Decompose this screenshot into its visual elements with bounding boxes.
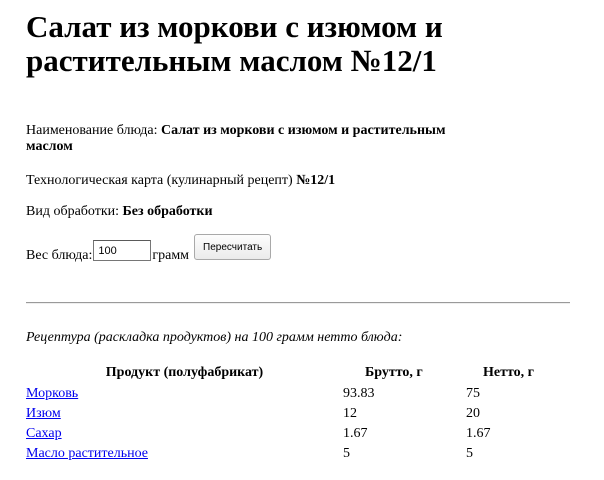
- table-row: [26, 404, 572, 424]
- recalculate-button[interactable]: Пересчитать: [194, 234, 271, 260]
- tech-card-line: [26, 173, 335, 189]
- recipe-caption: Рецептура (раскладка продуктов) на 100 грамм нетто блюда:: [26, 330, 403, 345]
- weight-label: Вес блюда:: [26, 248, 93, 263]
- divider: [26, 302, 570, 304]
- tech-card-label: Технологическая карта (кулинарный рецепт): [26, 173, 293, 188]
- processing-line: [26, 204, 213, 220]
- product-link-raisins[interactable]: Изюм: [26, 406, 61, 421]
- cell-brutto: 12: [343, 406, 357, 421]
- dish-name-label: Наименование блюда:: [26, 123, 158, 138]
- product-link-sugar[interactable]: Сахар: [26, 426, 62, 441]
- cell-netto: 20: [466, 406, 480, 421]
- table-header-row: [26, 362, 572, 384]
- cell-netto: 1.67: [466, 426, 491, 441]
- product-link-vegetable-oil[interactable]: Масло растительное: [26, 446, 148, 461]
- dish-name-line: [26, 123, 466, 155]
- header-netto: Нетто, г: [483, 365, 535, 380]
- table-row: [26, 384, 572, 404]
- products-table: [26, 362, 572, 464]
- weight-unit: грамм: [152, 248, 190, 263]
- table-row: [26, 444, 572, 464]
- cell-netto: 75: [466, 386, 480, 401]
- cell-brutto: 93.83: [343, 386, 375, 401]
- header-product: Продукт (полуфабрикат): [105, 365, 264, 380]
- header-brutto: Брутто, г: [365, 365, 423, 380]
- product-link-carrot[interactable]: Морковь: [26, 386, 79, 401]
- cell-brutto: 1.67: [343, 426, 368, 441]
- weight-input[interactable]: [93, 240, 151, 261]
- cell-netto: 5: [466, 446, 473, 461]
- page-title: Салат из моркови с изюмом и растительным маслом №12/1: [26, 9, 443, 78]
- cell-brutto: 5: [343, 446, 350, 461]
- table-row: [26, 424, 572, 444]
- processing-label: Вид обработки:: [26, 204, 120, 219]
- processing-value: Без обработки: [122, 204, 213, 219]
- tech-card-value: №12/1: [296, 173, 336, 188]
- weight-form: [26, 234, 271, 264]
- dish-name-value: Салат из моркови с изюмом и растительным маслом: [26, 123, 446, 154]
